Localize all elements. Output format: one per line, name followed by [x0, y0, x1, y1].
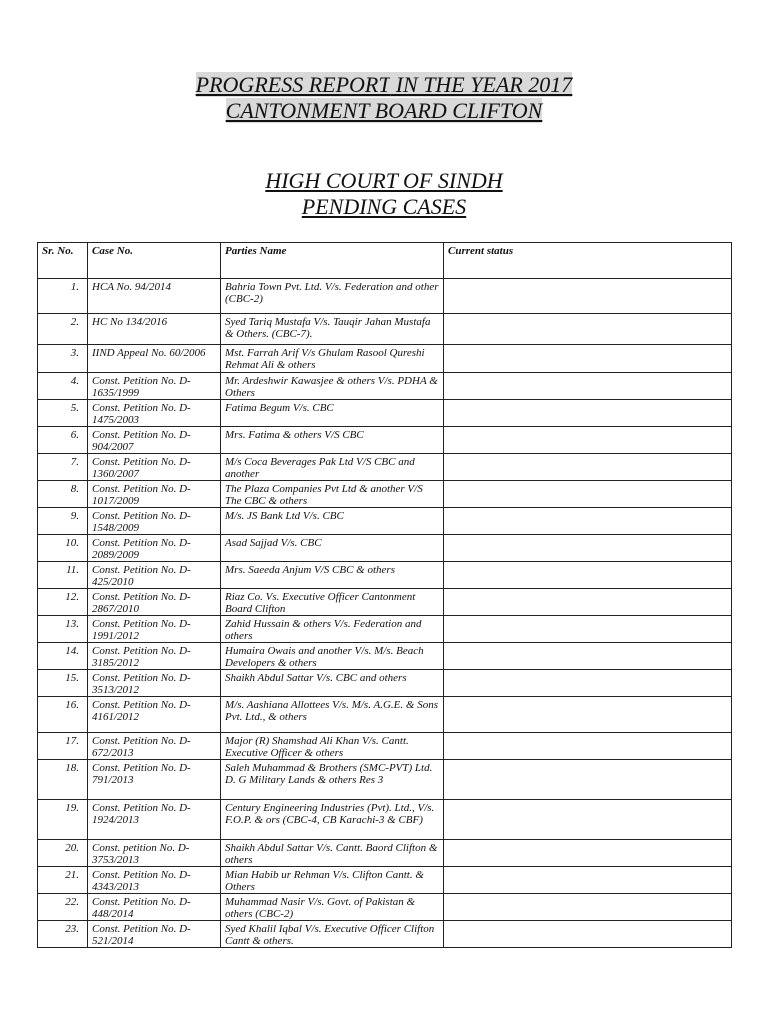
current-status-cell — [444, 562, 732, 589]
table-row — [38, 562, 732, 589]
table-row — [38, 760, 732, 800]
current-status-cell — [444, 400, 732, 427]
case-number-cell: Const. Petition No. D-4161/2012 — [88, 697, 221, 733]
sr-cell: 13. — [38, 616, 88, 643]
parties-name-cell: Shaikh Abdul Sattar V/s. Cantt. Baord Clifton & others — [221, 840, 444, 867]
sr-cell: 10. — [38, 535, 88, 562]
table-row — [38, 345, 732, 373]
parties-name-cell: The Plaza Companies Pvt Ltd & another V/S The CBC & others — [221, 481, 444, 508]
case-number-cell: Const. Petition No. D-791/2013 — [88, 760, 221, 800]
sr-cell: 8. — [38, 481, 88, 508]
case-number-cell: Const. Petition No. D-1017/2009 — [88, 481, 221, 508]
table-row — [38, 867, 732, 894]
case-number-cell: Const. petition No. D-3753/2013 — [88, 840, 221, 867]
table-row — [38, 894, 732, 921]
sr-cell: 14. — [38, 643, 88, 670]
table-row — [38, 800, 732, 840]
table-row — [38, 279, 732, 314]
parties-name-cell: M/s. Aashiana Allottees V/s. M/s. A.G.E. & Sons Pvt. Ltd., & others — [221, 697, 444, 733]
current-status-cell — [444, 345, 732, 373]
current-status-cell — [444, 733, 732, 760]
table-row — [38, 373, 732, 400]
parties-name-cell: Mrs. Saeeda Anjum V/S CBC & others — [221, 562, 444, 589]
table-row — [38, 454, 732, 481]
table-body — [38, 279, 732, 948]
header-parties: Parties Name — [221, 243, 444, 279]
case-number-cell: Const. Petition No. D-425/2010 — [88, 562, 221, 589]
parties-name-cell: Mian Habib ur Rehman V/s. Clifton Cantt. & Others — [221, 867, 444, 894]
case-number-cell: Const. Petition No. D-2867/2010 — [88, 589, 221, 616]
current-status-cell — [444, 894, 732, 921]
current-status-cell — [444, 867, 732, 894]
sr-cell: 6. — [38, 427, 88, 454]
court-title: HIGH COURT OF SINDH — [265, 168, 503, 193]
parties-name-cell: Mr. Ardeshwir Kawasjee & others V/s. PDHA & Others — [221, 373, 444, 400]
board-title-text: CANTONMENT BOARD CLIFTON — [225, 98, 543, 123]
sr-cell: 16. — [38, 697, 88, 733]
parties-name-cell: Mrs. Fatima & others V/S CBC — [221, 427, 444, 454]
table-row — [38, 697, 732, 733]
sr-cell: 23. — [38, 921, 88, 948]
parties-name-cell: M/s Coca Beverages Pak Ltd V/S CBC and another — [221, 454, 444, 481]
table-row — [38, 535, 732, 562]
table-row — [38, 400, 732, 427]
case-number-cell: Const. Petition No. D-1548/2009 — [88, 508, 221, 535]
case-number-cell: Const. Petition No. D-904/2007 — [88, 427, 221, 454]
current-status-cell — [444, 314, 732, 345]
current-status-cell — [444, 454, 732, 481]
parties-name-cell: Syed Khalil Iqbal V/s. Executive Officer Clifton Cantt & others. — [221, 921, 444, 948]
current-status-cell — [444, 535, 732, 562]
board-title — [0, 98, 768, 124]
sr-cell: 2. — [38, 314, 88, 345]
sr-cell: 22. — [38, 894, 88, 921]
sr-cell: 5. — [38, 400, 88, 427]
table-row — [38, 314, 732, 345]
case-number-cell: IIND Appeal No. 60/2006 — [88, 345, 221, 373]
header-sr: Sr. No. — [38, 243, 88, 279]
parties-name-cell: Muhammad Nasir V/s. Govt. of Pakistan & others (CBC-2) — [221, 894, 444, 921]
parties-name-cell: Bahria Town Pvt. Ltd. V/s. Federation and other (CBC-2) — [221, 279, 444, 314]
case-number-cell: Const. Petition No. D-1991/2012 — [88, 616, 221, 643]
cases-table — [37, 242, 732, 948]
case-number-cell: HCA No. 94/2014 — [88, 279, 221, 314]
parties-name-cell: Fatima Begum V/s. CBC — [221, 400, 444, 427]
section-title: PENDING CASES — [301, 194, 467, 219]
case-number-cell: Const. Petition No. D-4343/2013 — [88, 867, 221, 894]
case-number-cell: Const. Petition No. D-3185/2012 — [88, 643, 221, 670]
current-status-cell — [444, 373, 732, 400]
table-header-row — [38, 243, 732, 279]
parties-name-cell: Century Engineering Industries (Pvt). Ltd., V/s. F.O.P. & ors (CBC-4, CB Karachi-3 & CBF) — [221, 800, 444, 840]
parties-name-cell: Major (R) Shamshad Ali Khan V/s. Cantt. Executive Officer & others — [221, 733, 444, 760]
current-status-cell — [444, 616, 732, 643]
parties-name-cell: Riaz Co. Vs. Executive Officer Cantonment Board Clifton — [221, 589, 444, 616]
sr-cell: 21. — [38, 867, 88, 894]
current-status-cell — [444, 508, 732, 535]
current-status-cell — [444, 589, 732, 616]
case-number-cell: Const. Petition No. D-1924/2013 — [88, 800, 221, 840]
case-number-cell: Const. Petition No. D-1360/2007 — [88, 454, 221, 481]
parties-name-cell: Asad Sajjad V/s. CBC — [221, 535, 444, 562]
table-row — [38, 921, 732, 948]
sr-cell: 7. — [38, 454, 88, 481]
case-number-cell: Const. Petition No. D-448/2014 — [88, 894, 221, 921]
sr-cell: 12. — [38, 589, 88, 616]
current-status-cell — [444, 921, 732, 948]
current-status-cell — [444, 643, 732, 670]
table-row — [38, 733, 732, 760]
header-case: Case No. — [88, 243, 221, 279]
report-title-part1: PROGRESS REPORT — [195, 72, 391, 97]
parties-name-cell: Zahid Hussain & others V/s. Federation and others — [221, 616, 444, 643]
table-row — [38, 589, 732, 616]
header-status: Current status — [444, 243, 732, 279]
case-number-cell: Const. Petition No. D-1475/2003 — [88, 400, 221, 427]
parties-name-cell: Syed Tariq Mustafa V/s. Tauqir Jahan Mustafa & Others. (CBC-7). — [221, 314, 444, 345]
current-status-cell — [444, 670, 732, 697]
sr-cell: 4. — [38, 373, 88, 400]
table-row — [38, 481, 732, 508]
parties-name-cell: Humaira Owais and another V/s. M/s. Beach Developers & others — [221, 643, 444, 670]
table-row — [38, 670, 732, 697]
current-status-cell — [444, 760, 732, 800]
parties-name-cell: Shaikh Abdul Sattar V/s. CBC and others — [221, 670, 444, 697]
current-status-cell — [444, 840, 732, 867]
sr-cell: 17. — [38, 733, 88, 760]
sr-cell: 18. — [38, 760, 88, 800]
case-number-cell: Const. Petition No. D-1635/1999 — [88, 373, 221, 400]
table-row — [38, 508, 732, 535]
current-status-cell — [444, 800, 732, 840]
sr-cell: 9. — [38, 508, 88, 535]
current-status-cell — [444, 481, 732, 508]
case-number-cell: Const. Petition No. D-521/2014 — [88, 921, 221, 948]
sr-cell: 20. — [38, 840, 88, 867]
sr-cell: 19. — [38, 800, 88, 840]
current-status-cell — [444, 697, 732, 733]
current-status-cell — [444, 279, 732, 314]
sr-cell: 3. — [38, 345, 88, 373]
parties-name-cell: M/s. JS Bank Ltd V/s. CBC — [221, 508, 444, 535]
current-status-cell — [444, 427, 732, 454]
report-title-part2: IN THE YEAR 2017 — [390, 72, 573, 97]
case-number-cell: HC No 134/2016 — [88, 314, 221, 345]
table-row — [38, 616, 732, 643]
table-row — [38, 427, 732, 454]
table-row — [38, 643, 732, 670]
report-title — [0, 72, 768, 98]
sr-cell: 15. — [38, 670, 88, 697]
parties-name-cell: Saleh Muhammad & Brothers (SMC-PVT) Ltd. D. G Military Lands & others Res 3 — [221, 760, 444, 800]
case-number-cell: Const. Petition No. D-672/2013 — [88, 733, 221, 760]
case-number-cell: Const. Petition No. D-2089/2009 — [88, 535, 221, 562]
sr-cell: 11. — [38, 562, 88, 589]
parties-name-cell: Mst. Farrah Arif V/s Ghulam Rasool Qureshi Rehmat Ali & others — [221, 345, 444, 373]
table-row — [38, 840, 732, 867]
case-number-cell: Const. Petition No. D-3513/2012 — [88, 670, 221, 697]
sr-cell: 1. — [38, 279, 88, 314]
